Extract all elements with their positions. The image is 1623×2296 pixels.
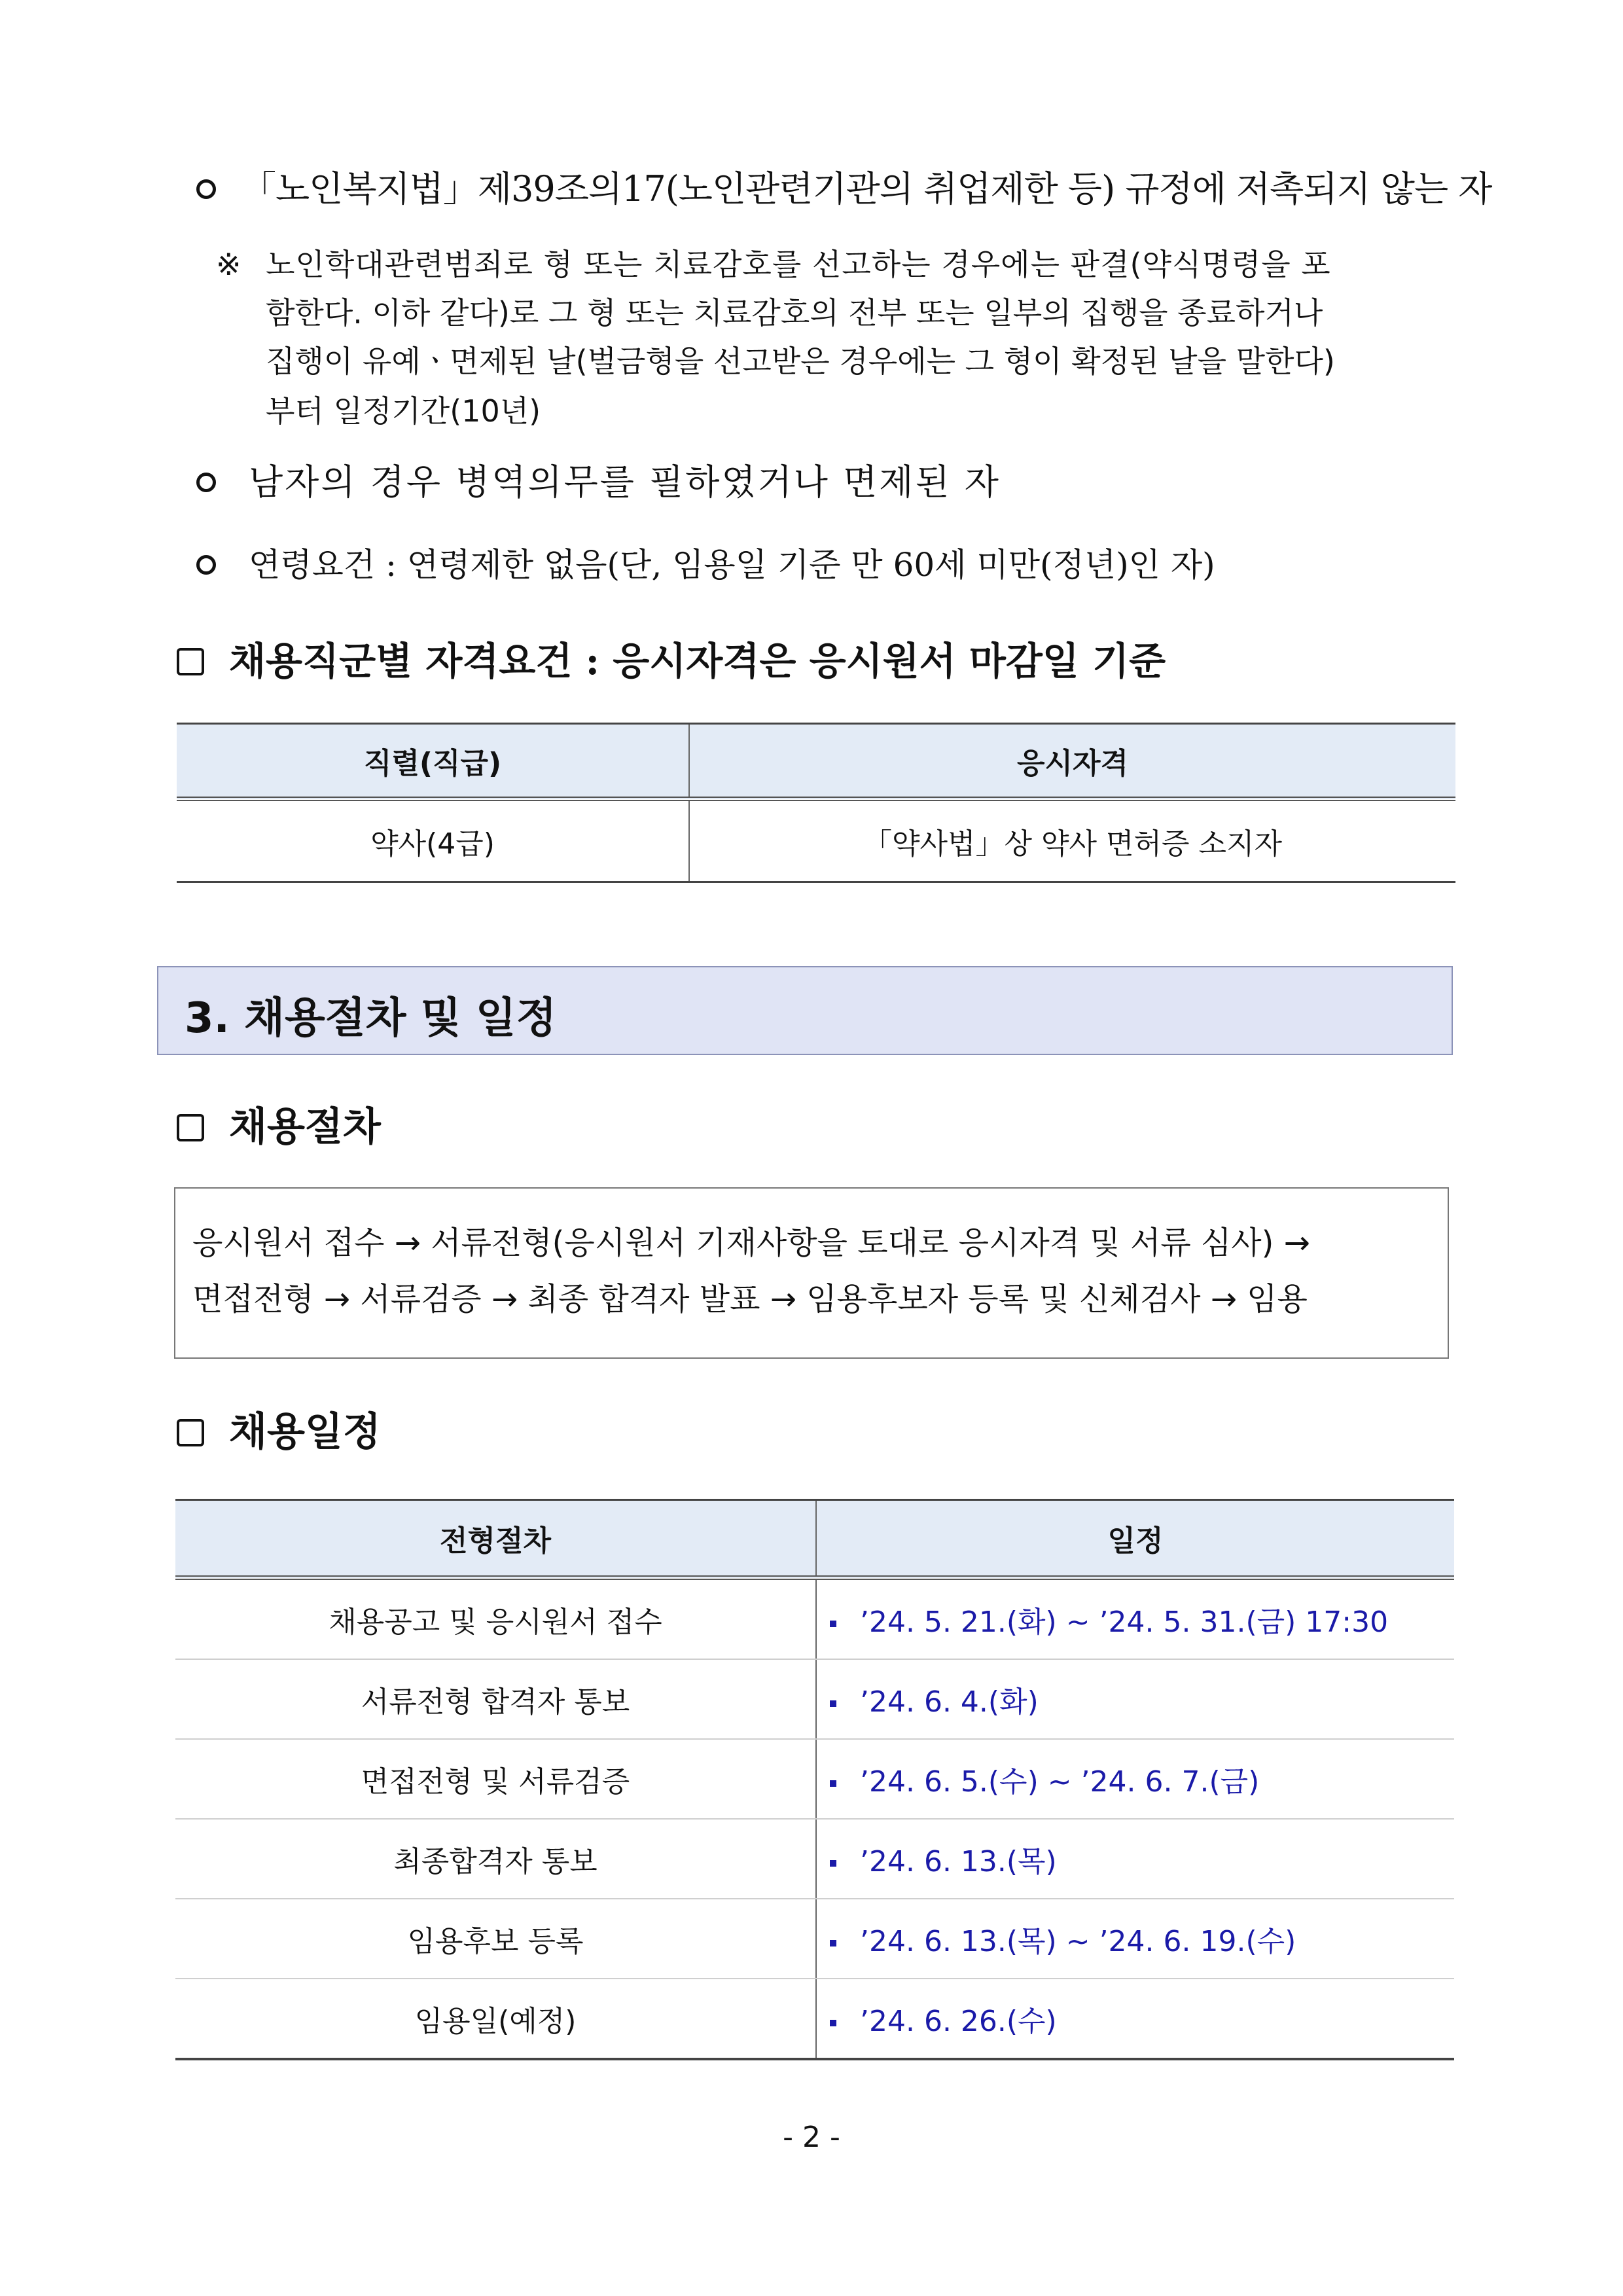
sched-date: ’24. 6. 5.(수) ~ ’24. 6. 7.(금) xyxy=(860,1765,1260,1799)
table-row xyxy=(175,1819,1454,1899)
qual-header-requirement: 응시자격 xyxy=(689,724,1455,799)
circle-bullet-icon xyxy=(196,179,216,199)
qual-cell-position: 약사(4급) xyxy=(370,827,495,861)
square-bullet-icon xyxy=(177,648,204,675)
bullet-dot-icon xyxy=(830,1940,836,1946)
sched-step: 최종합격자 통보 xyxy=(175,1819,816,1899)
note-line-3: 집행이 유예ㆍ면제된 날(벌금형을 선고받은 경우에는 그 형이 확정된 날을 말한다) xyxy=(266,344,1335,379)
sched-date: ’24. 6. 13.(목) ~ ’24. 6. 19.(수) xyxy=(860,1925,1296,1958)
requirement-item-2: 남자의 경우 병역의무를 필하였거나 면제된 자 xyxy=(249,461,1001,503)
square-bullet-icon xyxy=(177,1419,204,1446)
bullet-dot-icon xyxy=(830,2020,836,2026)
qualification-heading: 채용직군별 자격요건 : 응시자격은 응시원서 마감일 기준 xyxy=(229,639,1166,683)
schedule-heading: 채용일정 xyxy=(229,1409,381,1455)
table-row xyxy=(175,1899,1454,1979)
sched-step: 임용일(예정) xyxy=(175,1979,816,2059)
procedure-line-2: 면접전형 → 서류검증 → 최종 합격자 발표 → 임용후보자 등록 및 신체검사 → 임용 xyxy=(192,1281,1308,1318)
bullet-dot-icon xyxy=(830,1621,836,1627)
sched-date: ’24. 6. 13.(목) xyxy=(860,1845,1057,1878)
circle-bullet-icon xyxy=(196,555,216,575)
sched-header-step: 전형절차 xyxy=(175,1500,816,1578)
sched-date: ’24. 5. 21.(화) ~ ’24. 5. 31.(금) 17:30 xyxy=(860,1605,1389,1639)
qualification-table xyxy=(177,723,1455,883)
table-row xyxy=(175,1979,1454,2059)
note-line-2: 함한다. 이하 같다)로 그 형 또는 치료감호의 전부 또는 일부의 집행을 종료하거나 xyxy=(266,295,1323,331)
requirement-item-3: 연령요건 : 연령제한 없음(단, 임용일 기준 만 60세 미만(정년)인 자) xyxy=(249,546,1215,584)
procedure-heading: 채용절차 xyxy=(229,1104,381,1150)
section-title: 3. 채용절차 및 일정 xyxy=(185,994,557,1043)
sched-date: ’24. 6. 26.(수) xyxy=(860,2005,1057,2038)
table-row xyxy=(175,1659,1454,1739)
page-number: - 2 - xyxy=(783,2121,840,2154)
sched-step: 면접전형 및 서류검증 xyxy=(175,1739,816,1819)
schedule-table xyxy=(175,1499,1454,2060)
note-mark: ※ xyxy=(216,247,241,282)
circle-bullet-icon xyxy=(196,473,216,492)
sched-header-date: 일정 xyxy=(816,1500,1454,1578)
sched-date: ’24. 6. 4.(화) xyxy=(860,1685,1039,1719)
note-line-4: 부터 일정기간(10년) xyxy=(266,393,541,429)
square-bullet-icon xyxy=(177,1114,204,1141)
table-row xyxy=(175,1739,1454,1819)
sched-step: 임용후보 등록 xyxy=(175,1899,816,1979)
procedure-line-1: 응시원서 접수 → 서류전형(응시원서 기재사항을 토대로 응시자격 및 서류 심사) → xyxy=(192,1225,1310,1261)
qual-cell-requirement: 「약사법」상 약사 면허증 소지자 xyxy=(689,799,1455,882)
bullet-dot-icon xyxy=(830,1780,836,1787)
qual-header-position: 직렬(직급) xyxy=(177,724,689,799)
procedure-box xyxy=(174,1187,1449,1359)
note-line-1: 노인학대관련범죄로 형 또는 치료감호를 선고하는 경우에는 판결(약식명령을 포 xyxy=(266,247,1331,282)
sched-step: 채용공고 및 응시원서 접수 xyxy=(175,1578,816,1660)
requirement-item-1: 「노인복지법」제39조의17(노인관련기관의 취업제한 등) 규정에 저촉되지 않는 자 xyxy=(241,168,1492,209)
sched-step: 서류전형 합격자 통보 xyxy=(175,1659,816,1739)
section-title-box xyxy=(157,966,1453,1055)
bullet-dot-icon xyxy=(830,1860,836,1867)
table-row xyxy=(175,1578,1454,1660)
bullet-dot-icon xyxy=(830,1700,836,1707)
